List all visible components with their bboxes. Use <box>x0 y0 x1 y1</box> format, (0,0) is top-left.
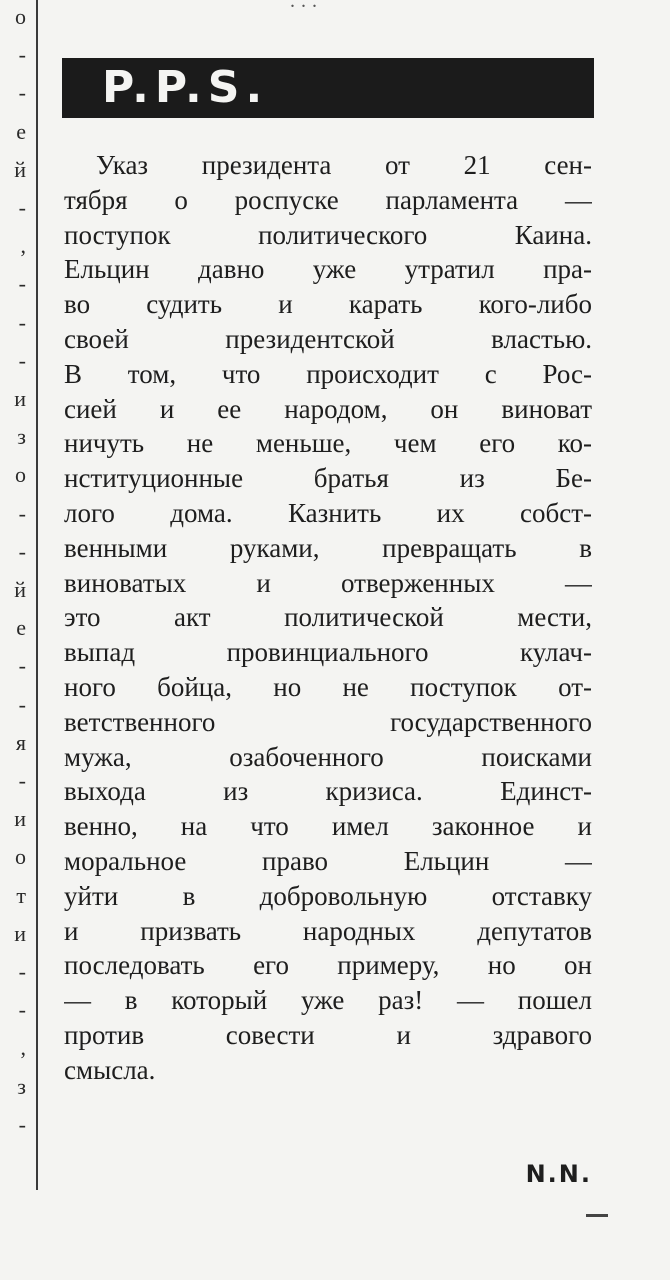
column-fragment-char: е <box>16 615 26 641</box>
article-line: ного бойца, но не поступок от- <box>64 671 592 702</box>
article-line: выпад провинциального кулач- <box>64 637 592 668</box>
article-line: Ельцин давно уже утратил пра- <box>64 254 592 285</box>
column-fragment-char: - <box>18 42 26 68</box>
section-header-bar <box>62 58 594 118</box>
article-line: уйти в добровольную отставку <box>64 880 592 911</box>
article-line: венно, на что имел законное и <box>64 811 592 842</box>
article-line: смысла. <box>64 1054 156 1085</box>
article-line: Указ президента от 21 сен- <box>96 150 592 180</box>
column-fragment-char: - <box>18 691 26 717</box>
column-fragment-char: я <box>15 729 26 755</box>
column-fragment-char: , <box>20 1035 26 1061</box>
column-fragment-char: и <box>14 920 26 946</box>
column-divider <box>36 0 38 1190</box>
column-fragment-char: т <box>16 882 26 908</box>
column-fragment-char: о <box>15 844 26 870</box>
column-fragment-char: - <box>18 347 26 373</box>
column-fragment-char: - <box>18 997 26 1023</box>
article-line: во судить и карать кого-либо <box>64 289 592 320</box>
article-line: — в который уже раз! — пошел <box>64 985 592 1016</box>
article-line: ничуть не меньше, чем его ко- <box>64 428 592 459</box>
column-fragment-char: - <box>18 80 26 106</box>
article-line: это акт политической мести, <box>64 602 592 633</box>
adjacent-column-fragment <box>0 0 30 1190</box>
article-line: против совести и здравого <box>64 1019 592 1050</box>
bottom-dash <box>586 1214 608 1217</box>
column-fragment-char: - <box>18 195 26 220</box>
article-line: своей президентской властью. <box>64 323 592 354</box>
article-line: и призвать народных депутатов <box>64 915 592 946</box>
article-line: сией и ее народом, он виноват <box>64 393 592 424</box>
article-line: ветственного государственного <box>64 706 592 737</box>
top-text-fragment: ... <box>290 0 323 12</box>
column-fragment-char: й <box>14 577 26 602</box>
column-fragment-char: з <box>17 1073 26 1099</box>
section-header-label: P.P.S. <box>102 62 269 113</box>
article-line: венными руками, превращать в <box>64 532 592 563</box>
column-fragment-char: - <box>18 500 26 526</box>
column-fragment-char: з <box>17 424 26 450</box>
column-fragment-char: й <box>14 156 26 182</box>
column-fragment-char: о <box>15 462 26 488</box>
article-line: тября о роспуске парламента — <box>64 184 592 215</box>
article-line: виноватых и отверженных — <box>64 567 592 598</box>
column-fragment-char: и <box>14 386 26 411</box>
article-line: нституционные братья из Бе- <box>64 463 592 494</box>
column-fragment-char: - <box>18 538 26 564</box>
article-line: поступок политического Каина. <box>64 219 592 250</box>
article-line: последовать его примеру, но он <box>64 950 592 981</box>
article-line: В том, что происходит с Рос- <box>64 358 592 389</box>
article-line: лого дома. Казнить их собст- <box>64 497 592 528</box>
column-fragment-char: , <box>20 233 26 259</box>
author-signature: N.N. <box>525 1160 592 1188</box>
column-fragment-char: - <box>18 309 26 335</box>
column-fragment-char: - <box>18 768 26 793</box>
column-fragment-char: е <box>16 118 26 144</box>
column-fragment-char: - <box>18 1111 26 1137</box>
article-body <box>64 148 592 1088</box>
article-line: моральное право Ельцин — <box>64 845 592 876</box>
article-line: мужа, озабоченного поисками <box>64 741 592 772</box>
column-fragment-char: - <box>18 271 26 297</box>
column-fragment-char: - <box>18 653 26 679</box>
column-fragment-char: - <box>18 959 26 984</box>
article-line: выхода из кризиса. Единст- <box>64 776 592 807</box>
column-fragment-char: и <box>14 806 26 832</box>
column-fragment-char: о <box>15 4 26 29</box>
